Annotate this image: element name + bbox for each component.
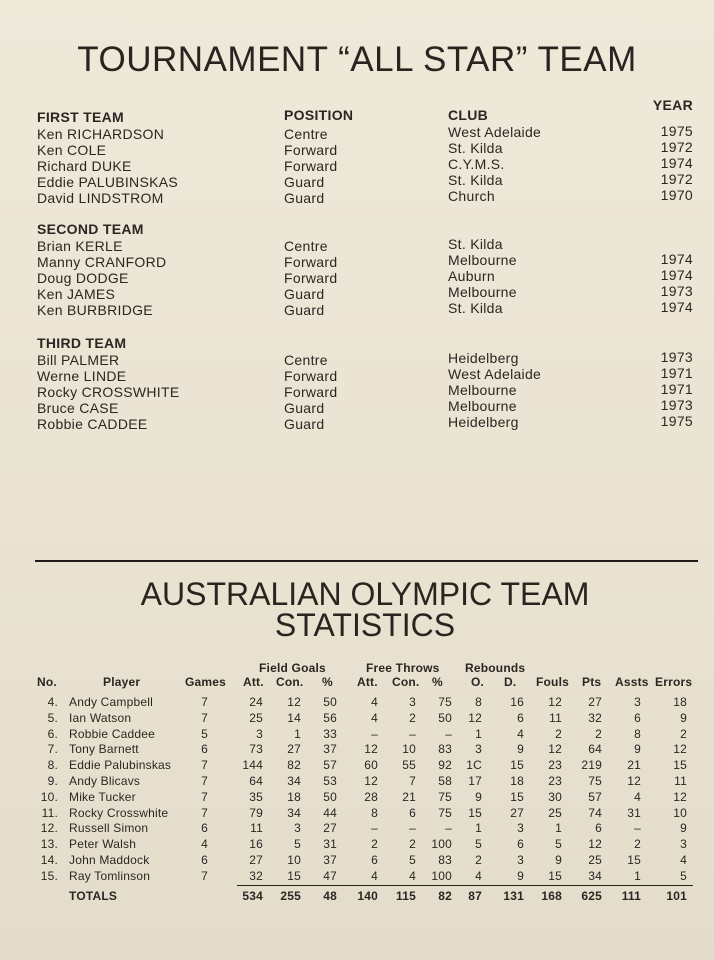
player-row [0, 171, 714, 190]
stat-cell: 15. [40, 869, 58, 883]
player-position: Guard [284, 400, 325, 416]
player-club: Melbourne [448, 284, 517, 300]
stat-cell: 12 [364, 774, 378, 788]
stat-cell: 3 [517, 853, 524, 867]
player-club: Church [448, 188, 495, 204]
stat-cell: 9 [475, 790, 482, 804]
stat-cell: 50 [438, 711, 452, 725]
stat-cell: 15 [468, 806, 482, 820]
stat-cell: 21 [627, 758, 641, 772]
stat-cell: 64 [249, 774, 263, 788]
stat-cell: 9. [47, 774, 58, 788]
player-year: 1975 [660, 123, 693, 139]
stat-cell: 4 [517, 727, 524, 741]
player-year: 1973 [660, 283, 693, 299]
stat-cell: 7 [201, 711, 208, 725]
team-heading: THIRD TEAM [37, 335, 127, 351]
stat-cell: 21 [402, 790, 416, 804]
stat-cell: 1 [475, 821, 482, 835]
stat-cell: 3 [475, 742, 482, 756]
stat-cell: 7 [201, 869, 208, 883]
totals-cell: 111 [621, 889, 641, 903]
player-year: 1975 [660, 413, 693, 429]
stat-cell: 7 [201, 774, 208, 788]
stat-cell: 27 [249, 853, 263, 867]
column-header: D. [504, 675, 517, 689]
stat-cell: 57 [588, 790, 602, 804]
player-row [0, 365, 714, 384]
stat-cell: 11 [250, 821, 263, 835]
player-club: St. Kilda [448, 300, 503, 316]
player-name: Robbie Caddee [69, 727, 155, 741]
player-position: Guard [284, 174, 325, 190]
stat-cell: 57 [323, 758, 337, 772]
player-name: Robbie CADDEE [37, 416, 148, 432]
player-row [0, 381, 714, 400]
player-club: West Adelaide [448, 366, 542, 382]
player-club: Melbourne [448, 252, 517, 268]
stat-cell: 75 [438, 806, 452, 820]
stat-cell: 6 [409, 806, 416, 820]
stat-cell: 5 [475, 837, 482, 851]
stat-cell: 12 [588, 837, 602, 851]
player-position: Forward [284, 368, 338, 384]
player-position: Guard [284, 302, 325, 318]
stat-cell: 31 [627, 806, 641, 820]
player-name: Bill PALMER [37, 352, 120, 368]
stat-cell: 83 [438, 742, 452, 756]
stat-cell: 1C [466, 758, 482, 772]
totals-cell: 131 [503, 889, 524, 903]
stat-cell: 6 [201, 853, 208, 867]
player-club: Melbourne [448, 398, 517, 414]
stat-cell: 12 [287, 695, 301, 709]
player-position: Forward [284, 254, 338, 270]
totals-rule [237, 885, 693, 886]
stat-cell: 6 [201, 742, 208, 756]
stat-cell: 2 [595, 727, 602, 741]
player-position: Centre [284, 126, 328, 142]
stat-cell: 5 [680, 869, 687, 883]
stat-cell: 18 [673, 695, 687, 709]
player-club: West Adelaide [448, 124, 542, 140]
stat-cell: – [371, 821, 378, 835]
stat-cell: – [445, 821, 452, 835]
player-name: Werne LINDE [37, 368, 127, 384]
stat-cell: 73 [249, 742, 263, 756]
stat-cell: 11. [41, 806, 58, 820]
totals-cell: 82 [438, 889, 452, 903]
player-year: 1972 [660, 171, 693, 187]
totals-cell: 115 [396, 889, 416, 903]
player-row [0, 413, 714, 432]
player-position: Guard [284, 416, 325, 432]
stat-cell: 6 [634, 711, 641, 725]
stat-cell: 4 [371, 711, 378, 725]
stat-cell: 30 [548, 790, 562, 804]
player-year: 1973 [660, 349, 693, 365]
player-name: Ken JAMES [37, 286, 116, 302]
stat-cell: 7 [409, 774, 416, 788]
stat-cell: 27 [287, 742, 301, 756]
stat-cell: 2 [555, 727, 562, 741]
player-row [0, 187, 714, 206]
stat-cell: 34 [287, 774, 301, 788]
stat-cell: 75 [438, 790, 452, 804]
column-header: % [432, 675, 443, 689]
totals-cell: 625 [581, 889, 602, 903]
stat-cell: 10 [673, 806, 687, 820]
stat-cell: 25 [548, 806, 562, 820]
stat-cell: 33 [323, 727, 337, 741]
stat-cell: 17 [468, 774, 482, 788]
stat-cell: 27 [588, 695, 602, 709]
stat-cell: 7 [201, 806, 208, 820]
player-name: Andy Campbell [69, 695, 153, 709]
stat-cell: 6 [517, 837, 524, 851]
team-heading: SECOND TEAM [37, 221, 144, 237]
stat-cell: 79 [249, 806, 263, 820]
player-club: Heidelberg [448, 350, 519, 366]
stat-cell: 6. [47, 727, 58, 741]
stat-cell: 3 [294, 821, 301, 835]
player-club: C.Y.M.S. [448, 156, 505, 172]
stat-cell: 75 [588, 774, 602, 788]
stat-cell: 9 [680, 821, 687, 835]
player-name: Brian KERLE [37, 238, 123, 254]
player-position: Guard [284, 190, 325, 206]
stat-cell: 37 [323, 742, 337, 756]
player-year: 1974 [660, 251, 693, 267]
stat-cell: 5 [409, 853, 416, 867]
stat-cell: 74 [588, 806, 602, 820]
stat-cell: 1 [634, 869, 641, 883]
stat-cell: 12 [548, 742, 562, 756]
stat-cell: 5 [555, 837, 562, 851]
player-club: Melbourne [448, 382, 517, 398]
player-name: Rocky CROSSWHITE [37, 384, 180, 400]
stat-cell: 47 [323, 869, 337, 883]
stat-cell: 1 [294, 727, 301, 741]
player-club: St. Kilda [448, 236, 503, 252]
stat-cell: 14. [40, 853, 58, 867]
player-name: Eddie Palubinskas [69, 758, 172, 772]
player-year: 1971 [660, 365, 693, 381]
stat-cell: 2 [409, 837, 416, 851]
stat-cell: 9 [517, 869, 524, 883]
stat-cell: 8 [634, 727, 641, 741]
stat-cell: 15 [548, 869, 562, 883]
group-field-goals: Field Goals [259, 661, 326, 675]
stat-cell: 92 [438, 758, 452, 772]
player-row [0, 349, 714, 368]
stat-cell: 5 [294, 837, 301, 851]
stat-cell: – [371, 727, 378, 741]
stat-cell: 9 [517, 742, 524, 756]
stat-cell: 10 [402, 742, 416, 756]
player-name: Doug DODGE [37, 270, 129, 286]
stat-cell: 34 [588, 869, 602, 883]
stat-cell: 12 [468, 711, 482, 725]
stat-cell: 6 [201, 821, 208, 835]
stats-title-line1: AUSTRALIAN OLYMPIC TEAM [140, 576, 590, 612]
player-name: John Maddock [69, 853, 150, 867]
player-row [0, 123, 714, 142]
stat-cell: 2 [680, 727, 687, 741]
totals-cell: 168 [541, 889, 562, 903]
stat-cell: 6 [517, 711, 524, 725]
player-club: Auburn [448, 268, 495, 284]
stat-cell: 6 [371, 853, 378, 867]
stat-cell: 12. [40, 821, 58, 835]
totals-cell: 140 [357, 889, 378, 903]
player-name: Ken RICHARDSON [37, 126, 165, 142]
column-header: Con. [392, 675, 420, 689]
stat-cell: 7. [47, 742, 58, 756]
stat-cell: 16 [249, 837, 263, 851]
stat-cell: 11 [549, 711, 562, 725]
player-year: 1973 [660, 397, 693, 413]
column-header: Att. [243, 675, 264, 689]
stat-cell: 10. [40, 790, 58, 804]
stat-cell: 12 [364, 742, 378, 756]
stat-cell: 10 [287, 853, 301, 867]
stat-cell: 25 [588, 853, 602, 867]
stat-cell: 82 [287, 758, 301, 772]
stat-cell: 15 [510, 758, 524, 772]
stat-cell: 4 [680, 853, 687, 867]
stat-cell: 15 [287, 869, 301, 883]
column-header: Errors [655, 675, 693, 689]
stat-cell: 55 [402, 758, 416, 772]
stat-cell: 3 [634, 695, 641, 709]
stat-cell: 15 [673, 758, 687, 772]
totals-cell: 255 [280, 889, 301, 903]
stat-cell: 25 [249, 711, 263, 725]
stat-cell: 4 [634, 790, 641, 804]
header-club: CLUB [448, 107, 489, 123]
stat-cell: 9 [634, 742, 641, 756]
totals-cell: 101 [666, 889, 687, 903]
stat-cell: 75 [438, 695, 452, 709]
team-heading: FIRST TEAM [37, 109, 124, 125]
player-club: Heidelberg [448, 414, 519, 430]
stat-cell: 9 [680, 711, 687, 725]
player-position: Forward [284, 158, 338, 174]
stat-cell: 31 [323, 837, 337, 851]
section-divider [35, 560, 698, 562]
stat-cell: 23 [548, 774, 562, 788]
stat-cell: 2 [371, 837, 378, 851]
stat-cell: 3 [256, 727, 263, 741]
player-position: Guard [284, 286, 325, 302]
stat-cell: 2 [475, 853, 482, 867]
player-name: David LINDSTROM [37, 190, 164, 206]
player-name: Richard DUKE [37, 158, 132, 174]
player-name: Ian Watson [69, 711, 132, 725]
column-header: Fouls [536, 675, 569, 689]
player-position: Centre [284, 238, 328, 254]
stat-cell: 4 [371, 869, 378, 883]
stat-cell: 4. [47, 695, 58, 709]
stat-cell: 7 [201, 695, 208, 709]
stat-cell: 12 [673, 790, 687, 804]
stat-cell: 32 [249, 869, 263, 883]
player-club: St. Kilda [448, 172, 503, 188]
header-year: YEAR [652, 97, 693, 113]
player-year: 1974 [660, 299, 693, 315]
column-header: Player [103, 675, 141, 689]
column-header: No. [37, 675, 57, 689]
stat-cell: 44 [323, 806, 337, 820]
player-row [0, 397, 714, 416]
stat-cell: – [409, 821, 416, 835]
stat-cell: 8 [371, 806, 378, 820]
stat-cell: 58 [438, 774, 452, 788]
tournament-title: TOURNAMENT “ALL STAR” TEAM [77, 40, 637, 79]
column-header: Assts [615, 675, 649, 689]
stat-cell: 7 [201, 758, 208, 772]
stat-cell: – [445, 727, 452, 741]
stat-cell: 15 [510, 790, 524, 804]
stat-cell: 23 [548, 758, 562, 772]
stat-cell: 18 [510, 774, 524, 788]
stat-cell: 5 [201, 727, 208, 741]
totals-cell: 48 [323, 889, 337, 903]
stat-cell: 32 [588, 711, 602, 725]
player-year: 1971 [660, 381, 693, 397]
stat-cell: 1 [555, 821, 562, 835]
stat-cell: 50 [323, 695, 337, 709]
player-position: Forward [284, 384, 338, 400]
totals-cell: 87 [468, 889, 482, 903]
stat-cell: 83 [438, 853, 452, 867]
stat-cell: 11 [674, 774, 687, 788]
totals-cell: 534 [242, 889, 263, 903]
player-name: Bruce CASE [37, 400, 119, 416]
stat-cell: 60 [364, 758, 378, 772]
stat-cell: 12 [627, 774, 641, 788]
stat-cell: 1 [475, 727, 482, 741]
stat-cell: 100 [431, 837, 452, 851]
stat-cell: 219 [581, 758, 602, 772]
stat-cell: 12 [673, 742, 687, 756]
stat-cell: 144 [242, 758, 263, 772]
column-header: O. [471, 675, 485, 689]
player-year: 1974 [660, 155, 693, 171]
player-row [0, 283, 714, 302]
player-name: Tony Barnett [69, 742, 139, 756]
player-name: Peter Walsh [69, 837, 137, 851]
player-club: St. Kilda [448, 140, 503, 156]
player-position: Centre [284, 352, 328, 368]
stat-cell: 8. [47, 758, 58, 772]
stat-cell: 12 [548, 695, 562, 709]
column-header: Con. [276, 675, 304, 689]
stat-cell: 100 [431, 869, 452, 883]
player-name: Ray Tomlinson [69, 869, 151, 883]
stat-cell: 16 [510, 695, 524, 709]
stat-cell: 6 [595, 821, 602, 835]
totals-label: TOTALS [69, 889, 118, 903]
player-name: Rocky Crosswhite [69, 806, 169, 820]
stat-cell: 53 [323, 774, 337, 788]
player-name: Russell Simon [69, 821, 149, 835]
stat-cell: 3 [517, 821, 524, 835]
stat-cell: 3 [409, 695, 416, 709]
column-header: Pts [582, 675, 602, 689]
player-year: 1970 [660, 187, 693, 203]
stat-cell: 37 [323, 853, 337, 867]
stat-cell: 2 [634, 837, 641, 851]
stat-cell: 56 [323, 711, 337, 725]
stat-cell: 35 [249, 790, 263, 804]
player-year: 1972 [660, 139, 693, 155]
stat-cell: 8 [475, 695, 482, 709]
stat-cell: 9 [555, 853, 562, 867]
stat-cell: 4 [475, 869, 482, 883]
stat-cell: 64 [588, 742, 602, 756]
stat-cell: 13. [40, 837, 58, 851]
player-name: Manny CRANFORD [37, 254, 167, 270]
player-position: Forward [284, 142, 338, 158]
player-position: Forward [284, 270, 338, 286]
stat-cell: 27 [323, 821, 337, 835]
player-name: Ken COLE [37, 142, 107, 158]
stat-cell: 27 [510, 806, 524, 820]
stat-cell: 28 [364, 790, 378, 804]
stats-title-line2: STATISTICS [274, 607, 456, 643]
group-free-throws: Free Throws [366, 661, 440, 675]
stat-cell: 7 [201, 790, 208, 804]
player-name: Mike Tucker [69, 790, 136, 804]
stat-cell: 5. [47, 711, 58, 725]
player-row [0, 238, 714, 254]
stat-cell: 2 [409, 711, 416, 725]
stat-cell: 4 [201, 837, 208, 851]
stat-cell: 24 [249, 695, 263, 709]
stat-cell: – [634, 821, 641, 835]
stat-cell: 15 [627, 853, 641, 867]
player-name: Eddie PALUBINSKAS [37, 174, 179, 190]
header-position: POSITION [284, 107, 354, 123]
stat-cell: 3 [680, 837, 687, 851]
player-row [0, 155, 714, 174]
player-name: Andy Blicavs [69, 774, 141, 788]
group-rebounds: Rebounds [465, 661, 526, 675]
player-row [0, 267, 714, 286]
stat-cell: – [409, 727, 416, 741]
stat-cell: 50 [323, 790, 337, 804]
stat-cell: 4 [409, 869, 416, 883]
player-year: 1974 [660, 267, 693, 283]
stat-cell: 18 [287, 790, 301, 804]
stat-cell: 14 [287, 711, 301, 725]
column-header: Games [185, 675, 227, 689]
player-row [0, 299, 714, 318]
column-header: % [322, 675, 333, 689]
player-row [0, 251, 714, 270]
player-row [0, 139, 714, 158]
stat-cell: 4 [371, 695, 378, 709]
column-header: Att. [357, 675, 378, 689]
stat-cell: 34 [287, 806, 301, 820]
player-name: Ken BURBRIDGE [37, 302, 153, 318]
